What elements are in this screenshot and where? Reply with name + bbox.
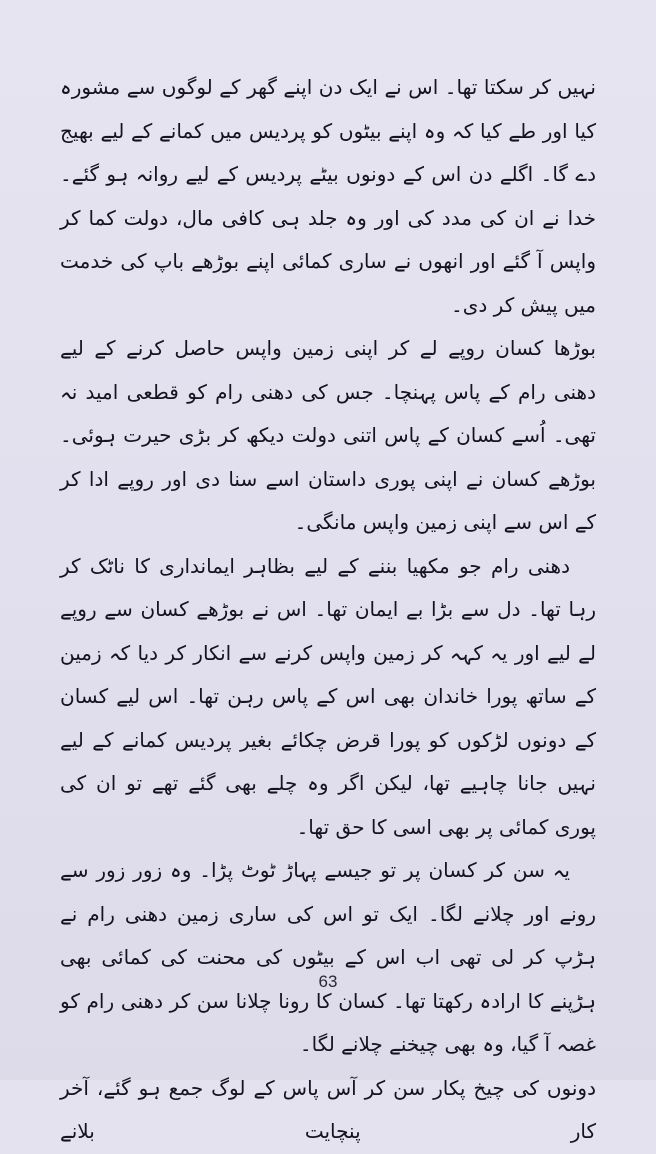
paragraph-2: بوڑھا کسان روپے لے کر اپنی زمین واپس حاصل کرنے کے لیے دھنی رام کے پاس پہنچا۔ جس کی دھنی رام کو قطعی امید نہ تھی۔ اُسے کسان کے پاس اتنی دولت دیکھ کر بڑی حیرت ہوئی۔ بوڑھے کسان نے اپنی پوری داستان اسے سنا دی اور روپے ادا کر کے اس سے اپنی زمین واپس مانگی۔: [60, 336, 596, 534]
paragraph-5: دونوں کی چیخ پکار سن کر آس پاس کے لوگ جمع ہو گئے، آخر کار پنچایت بلانے: [60, 1075, 596, 1143]
page-number: 63: [318, 972, 338, 991]
paragraph-1: نہیں کر سکتا تھا۔ اس نے ایک دن اپنے گھر کے لوگوں سے مشورہ کیا اور طے کیا کہ وہ اپنے بیٹوں کو پردیس میں کمانے کے لیے بھیج دے گا۔ اگلے دن اس کے دونوں بیٹے پردیس کے لیے روانہ ہو گئے۔ خدا نے ان کی مدد کی اور وہ جلد ہی کافی مال، دولت کما کر واپس آ گئے اور انھوں نے ساری کمائی اپنے بوڑھے باپ کی خدمت میں پیش کر دی۔: [60, 75, 596, 317]
paragraph-4: یہ سن کر کسان پر تو جیسے پہاڑ ٹوٹ پڑا۔ وہ زور زور سے رونے اور چلانے لگا۔ ایک تو اس کی ساری زمین دھنی رام نے ہڑپ کر لی تھی اب اس کے بیٹوں کی محنت کی کمائی بھی ہڑپنے کا ارادہ رکھتا تھا۔ کسان کا رونا چلانا سن کر دھنی رام کو غصہ آ گیا، وہ بھی چیخنے چلانے لگا۔: [60, 858, 596, 1056]
paragraph-3: دھنی رام جو مکھیا بننے کے لیے بظاہر ایمانداری کا ناٹک کر رہا تھا۔ دل سے بڑا بے ایمان تھا۔ اس نے بوڑھے کسان سے روپے لے لیے اور یہ کہہ کر زمین واپس کرنے سے انکار کر دیا کہ زمین کے ساتھ پورا خاندان بھی اس کے پاس رہن تھا۔ اس لیے کسان کے دونوں لڑکوں کو پورا قرض چکائے بغیر پردیس کمانے کے لیے نہیں جانا چاہیے تھا، لیکن اگر وہ چلے بھی گئے تھے تو ان کی پوری کمائی پر بھی اسی کا حق تھا۔: [60, 553, 596, 839]
